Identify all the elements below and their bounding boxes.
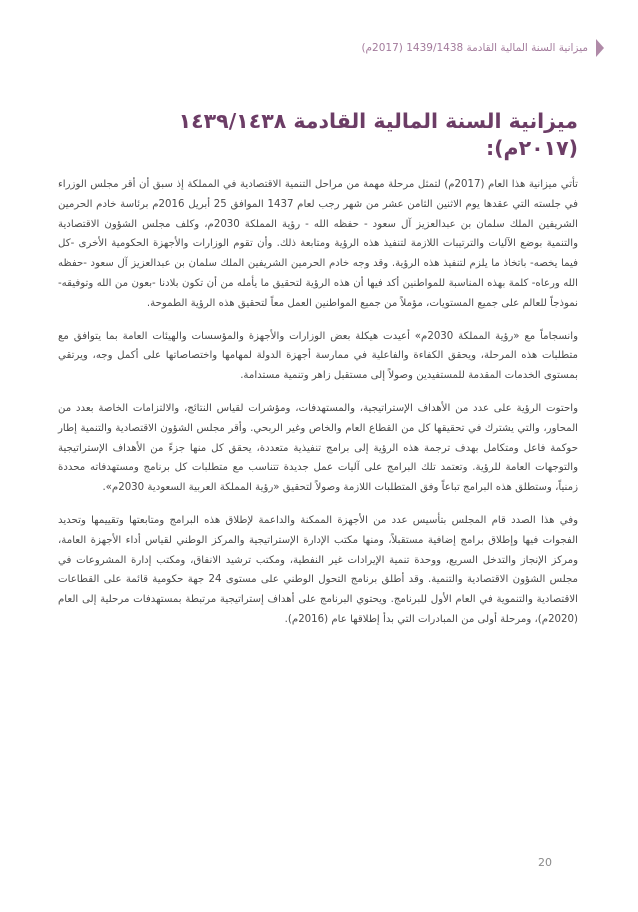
body-text (58, 175, 578, 643)
running-title: ميزانية السنة المالية القادمة 1439/1438 (2017م) (361, 42, 588, 54)
section-title-line2: (٢٠١٧م): (485, 136, 578, 160)
paragraph-3: واحتوت الرؤية على عدد من الأهداف الإستراتيجية، والمستهدفات، ومؤشرات لقياس النتائج، والالتزامات الخاصة بعدد من المحاور، والتي يشترك في تحقيقها كل من القطاع العام والخاص وغير الربحي. وأقر مجلس الشؤون الاقتصادية والتنمية إطار حوكمة فاعل ومتكامل بهدف ترجمة هذه الرؤية إلى برامج تنفيذية متعددة، يحقق كل منها جزءً من الأهداف الإستراتيجية والتوجهات العامة للرؤية. وتعتمد تلك البرامج على آليات عمل جديدة تتناسب مع متطلبات كل برنامج ومستهدفاته محددة زمنياً، وستطلق هذه البرامج تباعاً وفق المتطلبات اللازمة وصولاً لتحقيق «رؤية المملكة العربية السعودية 2030م». (58, 402, 578, 494)
paragraph-2: وانسجاماً مع «رؤية المملكة 2030م» أعيدت هيكلة بعض الوزارات والأجهزة والمؤسسات والهيئات العامة بما يتوافق مع متطلبات هذه المرحلة، ويحقق الكفاءة والفاعلية في ممارسة أجهزة الدولة لمهامها واختصاصاتها على أكمل وجه، ويرتقي بمستوى الخدمات المقدمة للمستفيدين وصولاً إلى مستقبل زاهر وتنمية مستدامة. (58, 330, 578, 382)
section-title-line1: ميزانية السنة المالية القادمة ١٤٣٩/١٤٣٨ (178, 109, 578, 133)
paragraph-4: وفي هذا الصدد قام المجلس بتأسيس عدد من الأجهزة الممكنة والداعمة لإطلاق هذه البرامج ومتابعتها وتقييمها وتحديد الفجوات فيها وإطلاق برامج إضافية مستقبلاً، ومنها مكتب الإدارة الإستراتيجية والمركز الوطني لقياس أداء الأجهزة العامة، ومركز الإنجاز والتدخل السريع، ووحدة تنمية الإيرادات غير النفطية، ومكتب ترشيد الانفاق، ومكتب إدارة المشروعات في مجلس الشؤون الاقتصادية والتنمية. وقد أطلق برنامج التحول الوطني على مستوى 24 جهة حكومية قائمة على القطاعات الاقتصادية والتنموية في العام الأول للبرنامج. ويحتوي البرنامج على أهداف إستراتيجية مرتبطة بمستهدفات مرحلية إلى العام (2020م)، ومرحلة أولى من المبادرات التي بدأ إطلاقها عام (2016م). (58, 514, 578, 625)
running-header (48, 36, 608, 60)
header-arrow-icon (594, 37, 608, 59)
section-title (58, 108, 578, 162)
page-number: 20 (538, 856, 552, 869)
paragraph-1: تأتي ميزانية هذا العام (2017م) لتمثل مرحلة مهمة من مراحل التنمية الاقتصادية في المملكة إذ سبق أن أقر مجلس الوزراء في جلسته التي عقدها يوم الاثنين الثامن عشر من شهر رجب لعام 1437 الموافق 25 أبريل 2016م برئاسة خادم الحرمين الشريفين الملك سلمان بن عبدالعزيز آل سعود - حفظه الله - رؤية المملكة 2030م، وكلف مجلس الشؤون الاقتصادية والتنمية بوضع الآليات والترتيبات اللازمة لتنفيذ هذه الرؤية ومتابعة ذلك. وأن تقوم الوزارات والأجهزة الحكومية الأخرى -كل فيما يخصه- باتخاذ ما يلزم لتنفيذ هذه الرؤية. وقد وجه خادم الحرمين الشريفين الملك سلمان بن عبدالعزيز آل سعود -حفظه الله ورعاه- كلمة بهذه المناسبة للمواطنين أكد فيها أن هذه الرؤية لتحقيق ما يأمله من أن تكون بلادنا -بعون من الله وتوفيقه- نموذجاً للعالم على جميع المستويات، مؤملاً من جميع المواطنين العمل معاً لتحقيق هذه الرؤية الطموحة. (58, 179, 579, 309)
